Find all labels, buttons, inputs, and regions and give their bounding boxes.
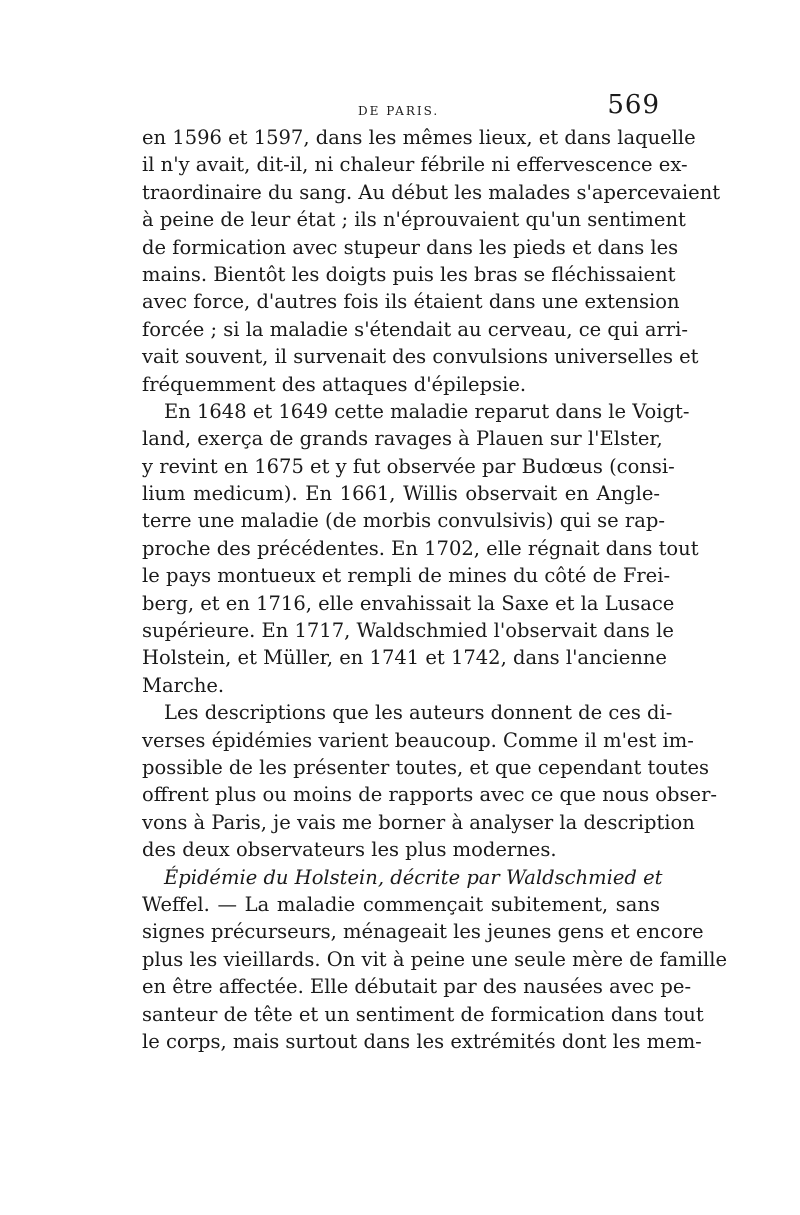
text-line: En 1648 et 1649 cette maladie reparut dans le Voigt- [164, 399, 690, 423]
section-heading-line: Épidémie du Holstein, décrite par Waldschmied et [164, 865, 663, 889]
text-line: lium medicum). En 1661, Willis observait en Angle- [142, 482, 660, 506]
running-head [140, 90, 660, 124]
text-line: proche des précédentes. En 1702, elle régnait dans tout [142, 536, 699, 560]
text-line: fréquemment des attaques d'épilepsie. [142, 372, 527, 396]
text-line: vons à Paris, je vais me borner à analyser la description [142, 810, 695, 834]
text-line: en être affectée. Elle débutait par des nausées avec pe- [142, 975, 692, 999]
text-line: le pays montueux et rempli de mines du côté de Frei- [142, 564, 671, 588]
text-line: land, exerça de grands ravages à Plauen sur l'Elster, [142, 427, 663, 451]
body-text [142, 124, 728, 1055]
text-line: Les descriptions que les auteurs donnent de ces di- [164, 701, 673, 725]
text-line: Weffel. — La maladie commençait subitement, sans [142, 892, 660, 916]
text-line: de formication avec stupeur dans les pieds et dans les [142, 235, 679, 259]
text-line: des deux observateurs les plus modernes. [142, 838, 557, 862]
text-line: le corps, mais surtout dans les extrémités dont les mem- [142, 1029, 702, 1053]
text-line: Holstein, et Müller, en 1741 et 1742, dans l'ancienne [142, 646, 667, 670]
running-title: DE PARIS. [358, 104, 440, 118]
text-line: plus les vieillards. On vit à peine une seule mère de famille [142, 947, 728, 971]
text-line: vait souvent, il survenait des convulsions universelles et [142, 345, 699, 369]
text-line: forcée ; si la maladie s'étendait au cerveau, ce qui arri- [142, 317, 688, 341]
text-line: santeur de tête et un sentiment de formication dans tout [142, 1002, 704, 1026]
text-line: berg, et en 1716, elle envahissait la Saxe et la Lusace [142, 591, 675, 615]
text-line: à peine de leur état ; ils n'éprouvaient qu'un sentiment [142, 208, 686, 232]
text-line: mains. Bientôt les doigts puis les bras se fléchissaient [142, 262, 676, 286]
text-line: signes précurseurs, ménageait les jeunes gens et encore [142, 920, 704, 944]
text-line: y revint en 1675 et y fut observée par Budœus (consi- [142, 454, 675, 478]
text-line: en 1596 et 1597, dans les mêmes lieux, et dans laquelle [142, 126, 696, 149]
text-line: supérieure. En 1717, Waldschmied l'observait dans le [142, 619, 674, 643]
text-line: avec force, d'autres fois ils étaient dans une extension [142, 290, 680, 314]
text-line: il n'y avait, dit-il, ni chaleur fébrile ni effervescence ex- [142, 153, 688, 177]
text-line: traordinaire du sang. Au début les malades s'apercevaient [142, 180, 721, 204]
text-line: terre une maladie (de morbis convulsivis) qui se rap- [142, 509, 665, 533]
text-line: offrent plus ou moins de rapports avec ce que nous obser- [142, 783, 717, 807]
text-line: verses épidémies varient beaucoup. Comme il m'est im- [142, 728, 694, 752]
text-line: Marche. [142, 673, 225, 697]
page-number: 569 [607, 90, 660, 120]
text-line: possible de les présenter toutes, et que cependant toutes [142, 755, 710, 779]
